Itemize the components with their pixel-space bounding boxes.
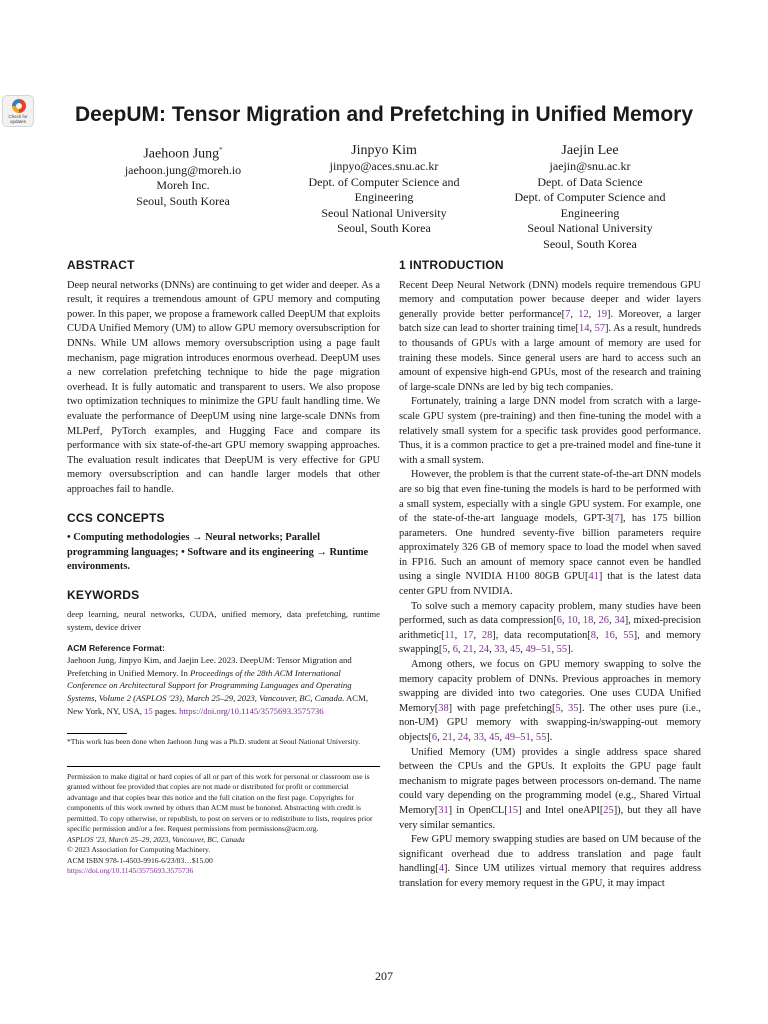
citation-link[interactable]: 41 (588, 571, 599, 583)
citation-link[interactable]: 55 (556, 644, 568, 656)
right-column (399, 258, 701, 892)
author-email: jaehoon.jung@moreh.io (124, 162, 242, 177)
citation-link[interactable]: 7 (565, 308, 571, 320)
author-affiliation: Engineering (560, 205, 620, 220)
citation-link[interactable]: 34 (614, 615, 625, 627)
author-name: Jinpyo Kim (351, 143, 417, 158)
citation-link[interactable]: 19 (596, 308, 608, 320)
citation-link[interactable]: 45 (489, 732, 500, 743)
citation-link[interactable]: 33 (473, 732, 484, 743)
author-email: jaejin@snu.ac.kr (549, 159, 631, 173)
citation-link[interactable]: 24 (457, 732, 469, 743)
author-affiliation: Engineering (354, 190, 414, 204)
intro-paragraph: However, the problem is that the current state-of-the-art DNN models are so big that even fine-tuning the models is hard to be performed with a small system, especially with a single GPU system. For example, one of the state-of-the-art language models, GPT-3[7], has 175 billion parameters. One hundred seventy-five billion parameters require approximately 326 GB of memory space to load the model when saved in FP16. Such an amount of memory space cannot even be handled using a single NVIDIA H100 80GB GPU[41] that is the latest data center GPU from NVIDIA. (399, 469, 702, 598)
doi-link[interactable]: https://doi.org/10.1145/3575693.3575736 (179, 705, 324, 716)
author-affiliation: Dept. of Computer Science and (514, 190, 666, 204)
acm-reference: ACM Reference Format: Jaehoon Jung, Jinpyo Kim, and Jaejin Lee. 2023. DeepUM: Tensor Migration and Prefetching in Unified Memory. In Proceedings of the 28th ACM International Conference on Architectural Support for Programming Languages and Operating Systems, Volume 2 (ASPLOS '23), March 25–29, 2023, Vancouver, BC, Canada. ACM, New York, NY, USA, 15 pages. https://doi.org/10.1145/3575693.3575736 (67, 642, 380, 718)
citation-link[interactable]: 38 (438, 702, 449, 714)
citation-link[interactable]: 10 (567, 615, 578, 627)
abstract-text: Deep neural networks (DNNs) are continuing to get wider and deeper. As a result, it requires a tremendous amount of GPU memory and computing power. In this paper, we propose a framework called DeepUM that exploits CUDA Unified Memory (UM) to allow GPU memory oversubscription for DNNs. While UM allows memory oversubscription using a page fault mechanism, page migration introduces enormous overhead. DeepUM uses a new correlation prefetching technique to hide the page migration overhead. It is fully automatic and transparent to users. We also propose two optimization techniques to minimize the GPU fault handling time. We evaluate the performance of DeepUM using nine large-scale DNNs from MLPerf, PyTorch examples, and Hugging Face and compare its performance with six state-of-the-art GPU memory swapping approaches. The evaluation result indicates that DeepUM is very effective for GPU memory oversubscription and can handle larger models that other approaches fail to handle. (67, 279, 380, 495)
citation-link[interactable]: 14 (579, 323, 590, 335)
citation-link[interactable]: 17 (463, 629, 474, 641)
citation-link[interactable]: 57 (594, 323, 606, 335)
citation-link[interactable]: 15 (507, 804, 519, 816)
left-column (67, 258, 380, 877)
pages-link[interactable]: 15 (144, 705, 153, 716)
author-affiliation: Seoul National University (321, 205, 447, 220)
intro-paragraph: Few GPU memory swapping studies are based on UM because of the significant overhead due to address translation and page fault handling[4]. Since UM utilizes virtual memory that requires address translation for every memory request in the GPU, it may impact (399, 834, 701, 889)
citation-link[interactable]: 4 (438, 863, 445, 875)
intro-paragraph: To solve such a memory capacity problem, many studies have been performed, such as data compression[6, 10, 18, 26, 34], mixed-precision arithmetic[11, 17, 28], data recomputation[8, 16, 55], and memory swapping[5, 6, 21, 24, 33, 45, 49–51, 55]. (399, 600, 701, 656)
author-affiliation: Seoul, South Korea (337, 221, 431, 235)
introduction-heading: 1 INTRODUCTION (399, 258, 504, 272)
author-affiliation: Seoul, South Korea (543, 236, 637, 251)
citation-link[interactable]: 49–51 (504, 732, 531, 743)
author-affiliation: Dept. of Computer Science and (308, 174, 460, 189)
citation-link[interactable]: 33 (494, 644, 505, 656)
citation-link[interactable]: 24 (478, 644, 490, 656)
ccs-text: • Computing methodologies → Neural networks; Parallel programming languages; • Software and its engineering → Runtime environments. (67, 532, 369, 573)
keywords-heading: KEYWORDS (67, 587, 140, 602)
citation-link[interactable]: 16 (604, 629, 615, 641)
citation-link[interactable]: 21 (463, 644, 474, 656)
intro-paragraph: Among others, we focus on GPU memory swapping to solve the memory capacity problem of DNNs. Previous approaches in memory swapping are divided into two categories. One uses CUDA Unified Memory[38] with page prefetching[5, 35]. The other uses pure (i.e., non-UM) GPU memory with swapping-in/swapping-out memory objects[6, 21, 24, 33, 45, 49–51, 55]. (399, 659, 701, 743)
citation-link[interactable]: 21 (442, 732, 453, 743)
citation-link[interactable]: 45 (509, 644, 521, 656)
citation-link[interactable]: 26 (598, 615, 609, 627)
author-block (289, 142, 479, 237)
author-block (88, 142, 278, 209)
author-block (490, 142, 690, 252)
acm-reference-heading: ACM Reference Format: (67, 642, 165, 653)
author-email: jinpyo@aces.snu.ac.kr (329, 159, 439, 173)
footnote: *This work has been done when Jaehoon Jung was a Ph.D. student at Seoul National University. (67, 737, 361, 747)
author-affiliation: Moreh Inc. (156, 178, 210, 193)
intro-paragraph: Unified Memory (UM) provides a single address space shared between the CPUs and the GPUs. It exploits the GPU page fault mechanism to migrate pages between processors on-demand. The name could vary depending on the programming model (e.g., Shared Virtual Memory[31] in OpenCL[15] and Intel oneAPI[25]), but they all have very similar semantics. (399, 746, 701, 831)
footnote-rule (67, 733, 127, 734)
abstract-heading: ABSTRACT (67, 258, 135, 272)
citation-link[interactable]: 18 (582, 615, 594, 627)
citation-link[interactable]: 6 (452, 644, 458, 656)
citation-link[interactable]: 8 (590, 629, 596, 641)
citation-link[interactable]: 55 (623, 629, 634, 641)
intro-paragraph: Recent Deep Neural Network (DNN) models require tremendous GPU memory and computation power because deeper and wider layers generally provide better performance[7, 12, 19]. Moreover, a larger batch size can lead to shorter training time[14, 57]. As a result, hundreds to thousands of GPUs with a large amount of memory are used for training these models. Since general users are hard to access such an amount of expensive high-end GPUs, most of the research and training of large-scale DNNs are led by big tech companies. (399, 279, 701, 393)
citation-link[interactable]: 49–51 (525, 644, 552, 656)
citation-link[interactable]: 5 (442, 644, 448, 656)
page-number: 207 (375, 969, 393, 983)
citation-link[interactable]: 11 (444, 629, 455, 641)
paper-title: DeepUM: Tensor Migration and Prefetching in Unified Memory (75, 103, 693, 126)
citation-link[interactable]: 25 (603, 804, 614, 816)
permission-notice: Permission to make digital or hard copies of all or part of this work for personal or classroom use is granted without fee provided that copies are not made or distributed for profit or commercial advantage and that copies bear this notice and the full citation on the first page. Copyrights for components of this work owned by others than ACM must be honored. Abstracting with credit is permitted. To copy otherwise, or republish, to post on servers or to redistribute to lists, requires prior specific permission and/or a fee. Request permissions from permissions@acm.org. ASPLOS '23, March 25–29, 2023, Vancouver, BC, Canada © 2023 Association for Computing Machinery. ACM ISBN 978-1-4503-9916-6/23/03…$15.00 https://doi.org/10.1145/3575693.3575736 (67, 766, 380, 877)
citation-link[interactable]: 28 (481, 629, 493, 641)
intro-paragraph: Fortunately, training a large DNN model from scratch with a large-scale GPU system (pre-training) and then fine-tuning the model with a relatively small system for a specific task provides good performance. Thus, it is a common practice to get a pre-trained model and fine-tune it with a small system. (399, 396, 701, 466)
citation-link[interactable]: 5 (555, 702, 561, 714)
author-affiliation: Seoul, South Korea (136, 193, 230, 208)
author-affiliation: Dept. of Data Science (537, 174, 643, 189)
ccs-heading: CCS CONCEPTS (67, 510, 165, 525)
check-for-updates-badge[interactable]: Check for updates (2, 95, 34, 127)
citation-link[interactable]: 7 (614, 513, 620, 525)
citation-link[interactable]: 55 (535, 732, 547, 743)
citation-link[interactable]: 6 (556, 615, 562, 627)
citation-link[interactable]: 6 (431, 732, 438, 743)
author-name: Jaejin Lee (561, 143, 619, 158)
permission-doi-link[interactable]: https://doi.org/10.1145/3575693.3575736 (67, 866, 194, 876)
citation-link[interactable]: 35 (568, 702, 579, 714)
keywords-text: deep learning, neural networks, CUDA, unified memory, data prefetching, runtime system, device driver (67, 609, 380, 633)
author-name: Jaehoon Jung* (143, 146, 223, 162)
author-affiliation: Seoul National University (527, 221, 653, 235)
citation-link[interactable]: 31 (438, 804, 449, 816)
citation-link[interactable]: 12 (578, 308, 589, 320)
